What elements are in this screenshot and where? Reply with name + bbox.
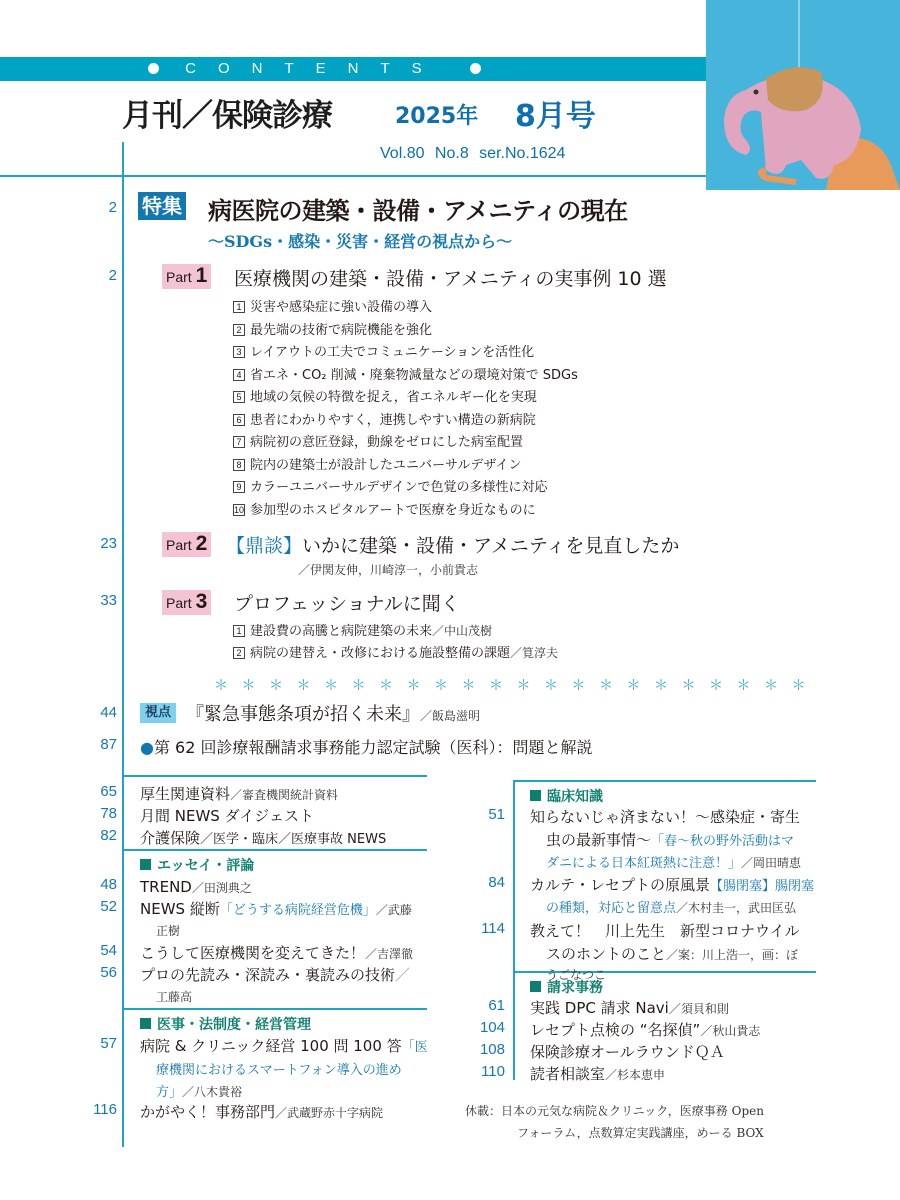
part-title[interactable]: 【鼎談】いかに建築・設備・アメニティを見直したか xyxy=(226,535,680,557)
toc-entry[interactable]: 52 NEWS 縦断「どうする病院経営危機」／武藤 正樹 xyxy=(100,898,412,938)
section-heading-clinical: 臨床知識 xyxy=(530,786,603,806)
clinical-list xyxy=(465,806,820,988)
magazine-title: 月刊／保険診療 xyxy=(122,98,332,134)
page-number: 2 xyxy=(108,199,117,216)
law-list xyxy=(77,1035,427,1123)
square-icon xyxy=(530,981,541,992)
volume-info: Vol.80 No.8 ser.No.1624 xyxy=(380,145,566,162)
list-item[interactable]: 5 地域の気候の特徴を捉え，省エネルギー化を実現 xyxy=(233,386,578,409)
list-item[interactable]: 1 建設費の高騰と病院建築の未来／中山茂樹 xyxy=(233,620,558,642)
feature-subtitle: ～SDGs・感染・災害・経営の視点から～ xyxy=(208,232,513,251)
page-number: 2 xyxy=(108,267,117,284)
section-heading-billing: 請求事務 xyxy=(530,977,603,997)
toc-entry[interactable]: 57 病院 & クリニック経営 100 問 100 答「医 療機関におけるスマートフォン導入の進め 方」／八木貴裕 xyxy=(100,1035,428,1100)
toc-entry[interactable]: 51 知らないじゃ済まない！～感染症・寄生 虫の最新事情～「春～秋の野外活動はマ ダニによる日本紅斑熱に注意！」／岡田晴恵 xyxy=(488,806,802,871)
part3-items xyxy=(233,620,558,664)
list-item[interactable]: 7 病院初の意匠登録，動線をゼロにした病室配置 xyxy=(233,431,578,454)
part-badge: Part 1 xyxy=(162,264,211,289)
divider-rule xyxy=(122,1008,427,1010)
toc-entry[interactable]: 110 読者相談室／杉本恵申 xyxy=(481,1063,666,1083)
part1-items xyxy=(233,296,578,521)
page-number: 23 xyxy=(100,535,117,552)
list-item[interactable]: 2 病院の建替え・改修における施設整備の課題／筧淳夫 xyxy=(233,642,558,664)
square-icon xyxy=(140,1018,151,1029)
list-item[interactable]: 1 災害や感染症に強い設備の導入 xyxy=(233,296,578,319)
author: ／伊関友伸，川崎淳一，小前貴志 xyxy=(298,563,479,577)
list-item[interactable]: 10 参加型のホスピタルアートで医療を身近なものに xyxy=(234,502,536,518)
cover-image xyxy=(706,0,900,190)
section-heading-essay: エッセイ・評論 xyxy=(140,855,254,875)
suspended-notice: 休載：日本の元気な病院＆クリニック，医療事務 Open フォーラム，点数算定実践講座，めーる BOX xyxy=(465,1104,764,1140)
bullet-icon: ● xyxy=(140,738,154,757)
square-icon xyxy=(530,790,541,801)
part-title[interactable]: 医療機関の建築・設備・アメニティの実事例 10 選 xyxy=(234,268,667,290)
divider-rule xyxy=(513,780,816,782)
part-badge: Part 3 xyxy=(162,590,211,615)
feature-title[interactable]: 病医院の建築・設備・アメニティの現在 xyxy=(208,197,628,225)
issue-year: 2025年 xyxy=(395,104,479,129)
toc-entry[interactable]: 56 プロの先読み・深読み・裏読みの技術／ 工藤高 xyxy=(100,964,411,1004)
contents-band xyxy=(0,57,706,81)
bullet-icon xyxy=(148,63,159,74)
list-item[interactable]: 4 省エネ・CO₂ 削減・廃棄物減量などの環境対策で SDGs xyxy=(233,364,578,387)
toc-entry[interactable]: 48 TREND／田渕典之 xyxy=(100,876,252,896)
billing-list xyxy=(465,997,820,1085)
shiten-entry[interactable]: 『緊急事態条項が招く未来』／飯島滋明 xyxy=(186,704,481,725)
top-rule xyxy=(0,175,706,177)
list-item[interactable]: 8 院内の建築士が設計したユニバーサルデザイン xyxy=(233,454,578,477)
shiten-badge: 視点 xyxy=(140,703,176,723)
page-number: 87 xyxy=(100,736,117,753)
toc-entry[interactable]: 54 こうして医療機関を変えてきた！／吉澤徹 xyxy=(100,942,414,962)
list-item[interactable]: 9 カラーユニバーサルデザインで色覚の多様性に対応 xyxy=(233,476,578,499)
toc-entry[interactable]: 116 かがやく！事務部門／武蔵野赤十字病院 xyxy=(93,1101,384,1121)
list-item[interactable]: 3 レイアウトの工夫でコミュニケーションを活性化 xyxy=(233,341,578,364)
toc-entry[interactable]: 114 教えて！ 川上先生 新型コロナウイル スのホントのこと／案：川上浩一，画：ぼ うごなつこ xyxy=(481,920,800,982)
part-title[interactable]: プロフェッショナルに聞く xyxy=(234,593,460,615)
essay-list xyxy=(77,876,427,1008)
list-item[interactable]: 6 患者にわかりやすく，連携しやすい構造の新病院 xyxy=(233,409,578,432)
part-badge: Part 2 xyxy=(162,532,211,557)
square-icon xyxy=(140,859,151,870)
toc-entry[interactable]: 84 カルテ・レセプトの原風景【腸閉塞】腸閉塞 の種類，対応と留意点／木村圭一，武田匡弘 xyxy=(488,874,815,916)
list-item[interactable]: 2 最先端の技術で病院機能を強化 xyxy=(233,319,578,342)
bullet-icon xyxy=(470,63,481,74)
page-number: 44 xyxy=(100,704,117,721)
teidan-tag: 【鼎談】 xyxy=(226,535,303,557)
toc-entry[interactable]: 108 保険診療オールラウンドＱＡ xyxy=(479,1041,725,1061)
tokushu-badge: 特集 xyxy=(138,192,186,220)
toc-entry[interactable]: 61 実践 DPC 請求 Navi／須貝和則 xyxy=(488,997,729,1017)
elephant-mobile-illustration xyxy=(706,0,900,190)
section-heading-law: 医事・法制度・経営管理 xyxy=(140,1014,311,1034)
vertical-rule xyxy=(122,175,124,775)
issue-month: 8月号 xyxy=(515,99,596,134)
star-divider: ＊＊＊＊＊＊＊＊＊＊＊＊＊＊＊＊＊＊＊＊＊＊ xyxy=(214,678,819,694)
divider-rule xyxy=(122,775,427,777)
toc-entry[interactable]: 104 レセプト点検の “名探偵”／秋山貴志 xyxy=(479,1019,761,1039)
band-label: CONTENTS xyxy=(185,60,444,77)
page-number: 33 xyxy=(100,592,117,609)
vertical-rule xyxy=(122,142,124,176)
exam-entry[interactable]: ●第 62 回診療報酬請求事務能力認定試験（医科）：問題と解説 xyxy=(140,738,593,757)
